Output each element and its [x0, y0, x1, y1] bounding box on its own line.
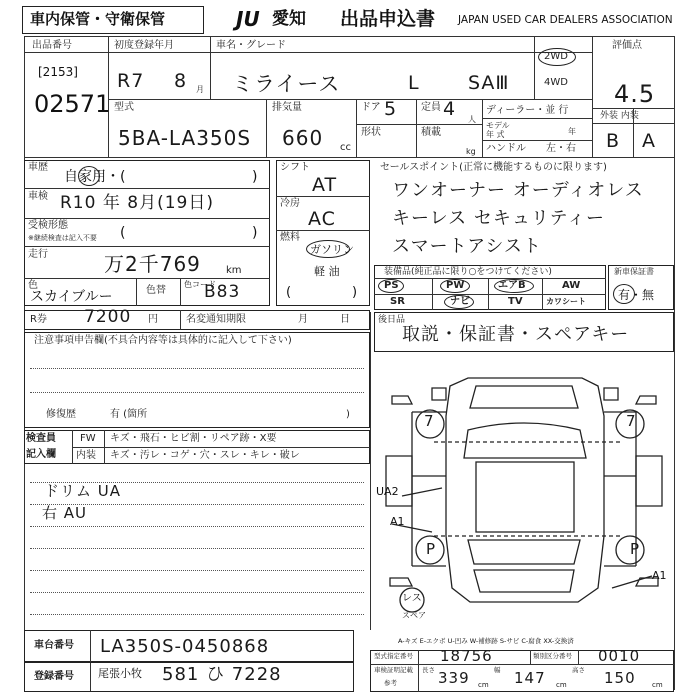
inspection-label: 車検: [28, 191, 48, 202]
dotted-line: [30, 504, 364, 505]
score-label: 評価点: [612, 40, 642, 51]
line: [266, 99, 267, 157]
lot-label: 出品番号: [32, 40, 72, 51]
fuel-gas: ガソリン: [310, 243, 354, 256]
line: [180, 310, 181, 330]
score-interior: A: [642, 130, 656, 152]
first-reg-era: R7: [117, 70, 145, 92]
line: [24, 278, 270, 279]
association-name: JAPAN USED CAR DEALERS ASSOCIATION: [458, 14, 673, 26]
chassis-value: LA350S-0450868: [100, 636, 270, 657]
spec-no-value: 18756: [440, 647, 493, 665]
inspector-interior-text: キズ・汚レ・コゲ・穴・スレ・キレ・破レ: [110, 450, 300, 461]
doors-label: ドア: [361, 102, 381, 113]
line: [276, 230, 370, 231]
selling-label: セールスポイント(正常に機能するものに限ります): [380, 162, 607, 173]
fuel-label: 燃料: [280, 232, 300, 243]
line: [482, 99, 483, 157]
length-unit: cm: [478, 681, 489, 689]
car-option: SAⅢ: [468, 72, 510, 94]
recycle-unit: 円: [148, 314, 158, 325]
repair-close: ): [346, 409, 350, 420]
line: [24, 188, 270, 189]
chassis-label: 車台番号: [34, 640, 74, 651]
drive-4wd: 4WD: [544, 77, 568, 88]
recycle-label: R券: [30, 314, 47, 325]
class-no-label: 類別区分番号: [533, 652, 572, 660]
length-value: 339: [438, 669, 470, 687]
equip-tv: TV: [508, 296, 523, 307]
height-unit: cm: [652, 681, 663, 689]
receive-close: ): [252, 225, 258, 241]
notes-label: 注意事項申告欄(不具合内容等は具体的に記入して下さい): [34, 335, 292, 346]
line: [180, 278, 181, 306]
selling-line3: スマートアシスト: [392, 236, 542, 257]
color-code-label: 色コード: [184, 280, 216, 289]
score-value: 4.5: [614, 80, 656, 108]
plate-label: 登録番号: [34, 671, 74, 682]
line: [578, 650, 579, 664]
car-grade: L: [408, 72, 420, 94]
ac-value: AC: [308, 208, 336, 230]
lot-number: 02571: [34, 90, 111, 118]
repair-value: 有 (箇所: [110, 409, 148, 420]
line: [356, 99, 357, 157]
tire-rr: P: [630, 540, 641, 558]
equip-leather: カワシート: [546, 297, 586, 306]
line: [24, 218, 270, 219]
damage-legend: A-キズ E-エクボ U-凹み W-補修跡 S-サビ C-腐食 XX-交換済: [398, 637, 574, 645]
line: [482, 118, 592, 119]
width-value: 147: [514, 669, 546, 687]
warranty-circle: [613, 284, 635, 304]
shift-label: シフト: [280, 162, 310, 173]
equip-pw: PW: [446, 280, 465, 291]
name-change-label: 名変通知期限: [186, 314, 246, 325]
ju-logo: JU: [236, 7, 260, 31]
selling-line2: キーレス セキュリティー: [392, 208, 606, 229]
storage-label: 車内保管・守衛保管: [30, 10, 166, 28]
car-label: 車名・グレード: [216, 40, 286, 51]
drive-2wd: 2WD: [544, 51, 568, 62]
class-no-value: 0010: [598, 647, 641, 665]
dotted-line: [30, 526, 364, 527]
line: [418, 650, 419, 692]
spec-no-label: 型式指定番号: [374, 652, 413, 660]
displacement-value: 660: [282, 126, 324, 150]
receive-note: ※継続検査は記入不要: [28, 234, 97, 242]
mileage-unit: km: [226, 265, 242, 276]
equip-navi: ナビ: [450, 296, 470, 307]
usage-close: ): [252, 169, 258, 185]
line: [530, 650, 531, 664]
color-value: スカイブルー: [30, 289, 113, 305]
displacement-label: 排気量: [272, 102, 302, 113]
repair-label: 修復歴: [46, 409, 76, 420]
equip-aw: AW: [562, 280, 581, 291]
first-reg-month: 8: [174, 70, 188, 92]
plate-prefix: 尾張小牧: [98, 667, 142, 680]
model-label: 型式: [114, 102, 134, 113]
length-label: 長さ: [422, 666, 435, 674]
inspector-fw: FW: [80, 433, 96, 444]
fuel-close: ): [352, 285, 358, 300]
displacement-unit: cc: [340, 142, 351, 153]
model-year-label: モデル 年 式: [486, 121, 510, 139]
doors-value: 5: [384, 98, 398, 120]
equipment-label: 装備品(純正品に限り○をつけてください): [384, 267, 552, 277]
spec-ref: 参考: [384, 679, 397, 687]
height-value: 150: [604, 669, 636, 687]
line: [374, 278, 606, 279]
inspector-label1: 検査員: [26, 433, 56, 444]
spare-value: レス: [402, 593, 422, 604]
line: [416, 99, 417, 157]
ac-label: 冷房: [280, 198, 300, 209]
handnote-line2: 右 AU: [42, 504, 88, 522]
line: [592, 36, 593, 157]
mileage-label: 走行: [28, 249, 48, 260]
line: [210, 36, 211, 99]
shape-label: 形状: [361, 127, 381, 138]
line: [72, 447, 370, 448]
line: [136, 278, 137, 306]
cert-label: 車検証明記載: [374, 666, 413, 674]
plate-value: 581 ひ 7228: [162, 664, 282, 685]
line: [374, 294, 606, 295]
dotted-line: [30, 570, 364, 571]
line: [534, 36, 535, 99]
color-code: B83: [204, 282, 241, 302]
color-label: 色: [28, 280, 38, 291]
usage-value: 自家用・(: [64, 169, 126, 185]
mileage-value: 万2千769: [104, 252, 201, 276]
usage-label: 車歴: [28, 162, 48, 173]
width-unit: cm: [556, 681, 567, 689]
org-name: 愛知: [272, 9, 306, 29]
mark-a1-left: A1: [390, 515, 405, 528]
usage-circle: [78, 166, 100, 186]
load-unit: kg: [466, 147, 476, 156]
lot-small: [2153]: [38, 65, 78, 79]
accessories-value: 取説・保証書・スペアキー: [402, 324, 630, 345]
handnote-line1: ドリム UA: [44, 482, 122, 500]
selling-line1: ワンオーナー オーディオレス: [392, 180, 644, 201]
capacity-label: 定員: [421, 102, 441, 113]
line: [108, 52, 592, 53]
height-label: 高さ: [572, 666, 585, 674]
line: [482, 140, 592, 141]
form-title: 出品申込書: [340, 8, 436, 30]
handle-options: 左・右: [546, 143, 576, 154]
warranty-label: 新車保証書: [614, 267, 654, 276]
line: [24, 157, 674, 158]
dotted-line: [30, 614, 364, 615]
mark-ua2: UA2: [376, 485, 399, 498]
accessories-label: 後日品: [378, 315, 406, 325]
equip-airbag: エアB: [498, 280, 526, 291]
line: [674, 36, 675, 690]
dotted-line: [30, 392, 364, 393]
fuel-paren: (: [286, 285, 292, 300]
capacity-value: 4: [443, 98, 457, 120]
mark-a1-right: A1: [652, 569, 667, 582]
dotted-line: [30, 368, 364, 369]
dotted-line: [30, 592, 364, 593]
line: [633, 108, 634, 157]
inspector-interior: 内装: [76, 450, 96, 461]
fuel-light: 軽 油: [314, 265, 340, 278]
line: [24, 246, 270, 247]
name-change-month: 月: [298, 314, 308, 325]
equip-ps: PS: [384, 280, 399, 291]
load-label: 積載: [421, 127, 441, 138]
line: [24, 36, 674, 37]
inspector-label2: 記入欄: [26, 449, 56, 460]
line: [108, 99, 592, 100]
first-reg-unit: 月: [196, 85, 204, 94]
first-reg-label: 初度登録年月: [114, 40, 174, 51]
tire-fr: 7: [626, 412, 637, 430]
dotted-line: [30, 482, 364, 483]
line: [24, 52, 108, 53]
inspector-fw-text: キズ・飛石・ヒビ割・リペア跡・X要: [110, 433, 277, 444]
spare-label: スペア: [402, 611, 426, 620]
car-diagram: [372, 356, 672, 626]
shift-value: AT: [312, 174, 338, 196]
model-value: 5BA-LA350S: [118, 126, 252, 150]
car-name: ミライース: [232, 72, 341, 96]
line: [488, 278, 489, 310]
line: [356, 124, 482, 125]
model-year-unit: 年: [568, 127, 576, 136]
score-ext-int-label: 外装 内装: [600, 111, 639, 121]
tire-rl: P: [426, 540, 437, 558]
recycle-value: 7200: [84, 307, 132, 327]
dotted-line: [30, 548, 364, 549]
tire-fl: 7: [424, 412, 435, 430]
color-change-label: 色替: [146, 285, 166, 296]
score-exterior: B: [606, 130, 621, 152]
capacity-unit: 人: [468, 115, 476, 124]
equip-sr: SR: [390, 296, 405, 307]
name-change-day: 日: [340, 314, 350, 325]
receive-paren: (: [120, 225, 126, 241]
handle-label: ハンドル: [486, 143, 526, 154]
receive-label: 受検形態: [28, 220, 68, 231]
width-label: 幅: [494, 666, 501, 674]
inspection-value: R10 年 8月(19日): [60, 193, 214, 213]
warranty-value: 有・無: [618, 288, 655, 302]
line: [432, 278, 433, 310]
line: [542, 278, 543, 310]
dealer-parallel: ディーラー・並 行: [486, 105, 569, 116]
line: [276, 196, 370, 197]
line: [370, 312, 371, 630]
